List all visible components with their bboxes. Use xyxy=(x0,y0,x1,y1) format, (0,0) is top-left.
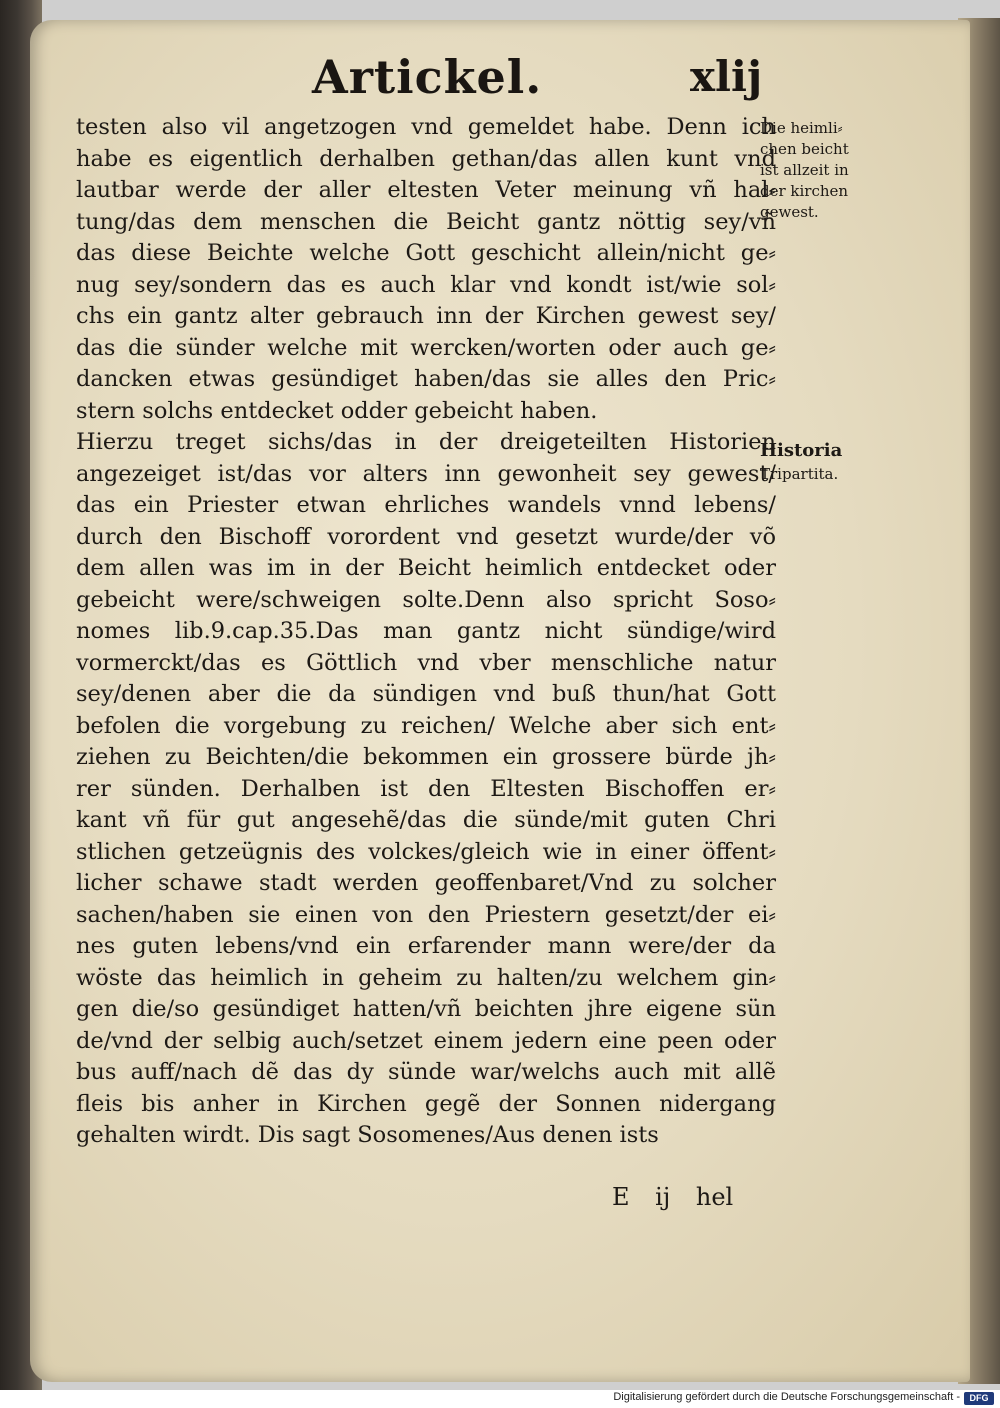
funding-credit: Digitalisierung gefördert durch die Deutsche Forschungsgemeinschaft - xyxy=(613,1391,960,1403)
text-line: rer sünden. Derhalben ist den Eltesten Bischoffen er⸗ xyxy=(76,775,776,802)
text-line: nomes lib.9.cap.35.Das man gantz nicht sündige/wird xyxy=(76,618,776,644)
text-line: chs ein gantz alter gebrauch inn der Kirchen gewest sey/ xyxy=(76,303,776,329)
margin-note-line: Die heimli⸗ xyxy=(760,119,843,137)
text-line: fleis bis anher in Kirchen gegẽ der Sonnen nidergang xyxy=(76,1090,776,1117)
text-line: de/vnd der selbig auch/setzet einem jedern eine peen oder xyxy=(76,1027,776,1054)
text-line: habe es eigentlich derhalben gethan/das allen kunt vnd xyxy=(76,145,776,172)
signature-mark: E ij hel xyxy=(612,1183,734,1211)
margin-note-line: gewest. xyxy=(760,203,819,221)
text-line: stlichen getzeügnis des volckes/gleich wie in einer öffent⸗ xyxy=(76,838,776,865)
margin-note-line: Historia xyxy=(760,440,843,461)
text-line: testen also vil angetzogen vnd gemeldet habe. Denn ich xyxy=(76,114,776,140)
text-line: kant vñ für gut angesehẽ/das die sünde/mit guten Chri xyxy=(76,807,776,833)
text-line: wöste das heimlich in geheim zu halten/zu welchem gin⸗ xyxy=(76,964,776,991)
text-line: das die sünder welche mit wercken/worten oder auch ge⸗ xyxy=(76,334,776,361)
text-line: dem allen was im in der Beicht heimlich entdecket oder xyxy=(76,555,776,581)
text-line: licher schawe stadt werden geoffenbaret/Vnd zu solcher xyxy=(76,870,776,896)
text-line: befolen die vorgebung zu reichen/ Welche aber sich ent⸗ xyxy=(76,712,776,739)
folio-number: xlij xyxy=(690,52,763,101)
margin-note-confession xyxy=(760,118,849,223)
margin-note-line: Tripartita. xyxy=(760,465,839,483)
text-line: gehalten wirdt. Dis sagt Sosomenes/Aus denen ists xyxy=(76,1122,659,1148)
text-line: ziehen zu Beichten/die bekommen ein grossere bürde jh⸗ xyxy=(76,744,776,770)
text-line: angezeiget ist/das vor alters inn gewonheit sey gewest/ xyxy=(76,460,776,487)
margin-note-line: ist allzeit in xyxy=(760,161,849,179)
text-line: gen die/so gesündiget hatten/vñ beichten jhre eigene sün xyxy=(76,996,776,1022)
text-line: sachen/haben sie einen von den Priestern gesetzt/der ei⸗ xyxy=(76,901,776,928)
text-line: durch den Bischoff vorordent vnd gesetzt wurde/der võ xyxy=(76,523,776,550)
main-text-block xyxy=(76,112,776,1152)
text-line: das diese Beichte welche Gott geschicht allein/nicht ge⸗ xyxy=(76,240,776,266)
text-line: dancken etwas gesündiget haben/das sie alles den Pric⸗ xyxy=(76,366,776,392)
text-line: nug sey/sondern das es auch klar vnd kondt ist/wie sol⸗ xyxy=(76,271,776,298)
text-line: stern solchs entdecket odder gebeicht haben. xyxy=(76,397,598,424)
text-line: nes guten lebens/vnd ein erfarender mann were/der da xyxy=(76,933,776,959)
text-line: lautbar werde der aller eltesten Veter meinung vñ hal⸗ xyxy=(76,177,776,203)
text-line: bus auff/nach dẽ das dy sünde war/welchs auch mit allẽ xyxy=(76,1059,776,1085)
margin-note-historia xyxy=(760,440,842,485)
text-line: gebeicht were/schweigen solte.Denn also spricht Soso⸗ xyxy=(76,586,776,613)
text-line: vormerckt/das es Göttlich vnd vber menschliche natur xyxy=(76,649,776,676)
text-line: sey/denen aber die da sündigen vnd buß thun/hat Gott xyxy=(76,681,776,707)
text-line: Hierzu treget sichs/das in der dreigeteilten Historien xyxy=(76,429,776,455)
text-line: das ein Priester etwan ehrliches wandels vnnd lebens/ xyxy=(76,492,776,518)
margin-note-line: der kirchen xyxy=(760,182,849,200)
running-title: Artickel. xyxy=(312,50,543,104)
dfg-logo: DFG xyxy=(964,1392,994,1405)
margin-note-line: chen beicht xyxy=(760,140,849,158)
text-line: tung/das dem menschen die Beicht gantz nöttig sey/vñ xyxy=(76,208,776,235)
